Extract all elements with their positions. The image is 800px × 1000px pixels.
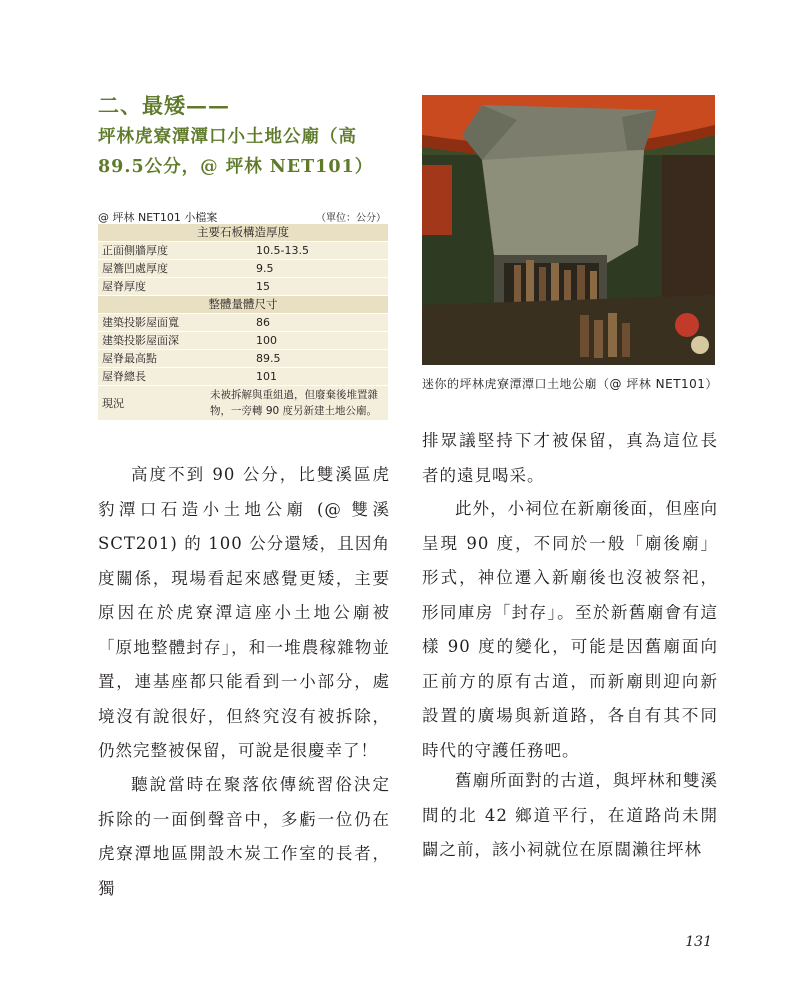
row-value: 86 (206, 314, 388, 332)
table-unit: （單位：公分） (316, 213, 386, 224)
row-value: 89.5 (206, 350, 388, 368)
body-paragraph: 舊廟所面對的古道，與坪林和雙溪間的北 42 鄉道平行，在道路尚未開闢之前，該小祠就位在原闊瀨往坪林 (422, 771, 718, 859)
row-value: 未被拆解與重組過，但廢棄後堆置雜物，一旁轉 90 度另新建土地公廟。 (206, 386, 388, 421)
table-row (98, 260, 388, 278)
row-value: 101 (206, 368, 388, 386)
row-value: 10.5-13.5 (206, 242, 388, 260)
row-label: 現況 (98, 386, 206, 421)
table-group-heading: 主要石板構造厚度 (98, 224, 388, 242)
table-row (98, 368, 388, 386)
table-row (98, 242, 388, 260)
shrine-title: 坪林虎寮潭潭口小土地公廟（高89.5公分，@ 坪林 NET101） (98, 127, 374, 177)
row-label: 正面側牆厚度 (98, 242, 206, 260)
table-row (98, 332, 388, 350)
table-row (98, 350, 388, 368)
table-title: @ 坪林 NET101 小檔案 (98, 211, 218, 224)
photo-caption: 迷你的坪林虎寮潭潭口土地公廟（@ 坪林 NET101） (422, 377, 718, 391)
row-label: 屋脊厚度 (98, 278, 206, 296)
row-label: 屋簷凹處厚度 (98, 260, 206, 278)
row-value: 15 (206, 278, 388, 296)
body-paragraph: 高度不到 90 公分，比雙溪區虎豹潭口石造小土地公廟 (@ 雙溪 SCT201) 的 100 公分還矮，且因角度關係，現場看起來感覺更矮，主要原因在於虎寮潭這座小土地公廟被「原地整體封存」，和一堆農稼雜物並置，連基座都只能看到一小部分，處境沒有說很好，但終究沒有被拆除，仍然完整被保留，可說是很慶幸了！ (98, 465, 390, 760)
table-row (98, 278, 388, 296)
table-caption (98, 209, 388, 225)
row-value: 9.5 (206, 260, 388, 278)
table-group-heading: 整體量體尺寸 (98, 296, 388, 314)
shrine-photo (422, 95, 715, 365)
row-label: 屋脊總長 (98, 368, 206, 386)
row-label: 建築投影屋面寬 (98, 314, 206, 332)
row-value: 100 (206, 332, 388, 350)
row-label: 建築投影屋面深 (98, 332, 206, 350)
page-number: 131 (685, 934, 712, 950)
body-paragraph: 聽說當時在聚落依傳統習俗決定拆除的一面倒聲音中，多虧一位仍在虎寮潭地區開設木炭工作室的長者，獨 (98, 775, 390, 898)
table-row (98, 314, 388, 332)
body-paragraph: 排眾議堅持下才被保留，真為這位長者的遠見喝采。 (422, 431, 718, 485)
body-paragraph: 此外，小祠位在新廟後面，但座向呈現 90 度，不同於一般「廟後廟」形式，神位遷入新廟後也沒被祭祀，形同庫房「封存」。至於新舊廟會有這樣 90 度的變化，可能是因舊廟面向正前方的原有古道，而新廟則迎向新設置的廣場與新道路，各自有其不同時代的守護任務吧。 (422, 499, 718, 760)
section-heading: 二、最矮—— (98, 93, 230, 118)
spec-table (98, 224, 388, 421)
table-row (98, 386, 388, 421)
row-label: 屋脊最高點 (98, 350, 206, 368)
